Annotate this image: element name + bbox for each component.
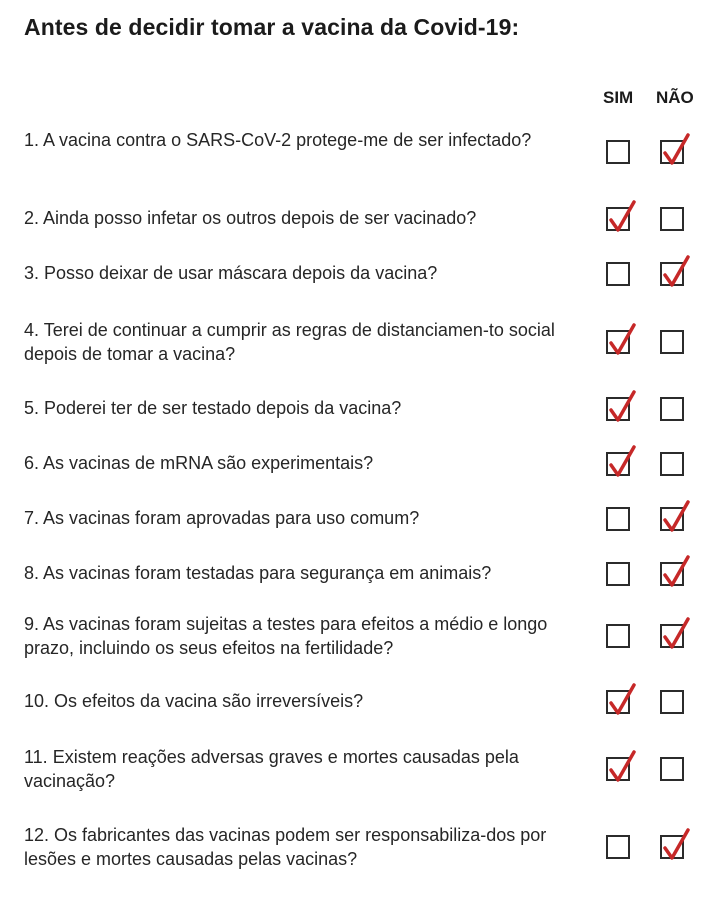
checkbox-sim[interactable] bbox=[606, 397, 630, 421]
checkbox-sim[interactable] bbox=[606, 757, 630, 781]
checkbox-nao[interactable] bbox=[660, 452, 684, 476]
check-mark-icon bbox=[661, 828, 691, 862]
question-text: 2. Ainda posso infetar os outros depois de ser vacinado? bbox=[24, 208, 477, 228]
question-text: 3. Posso deixar de usar máscara depois da vacina? bbox=[24, 263, 438, 283]
checkbox-sim[interactable] bbox=[606, 330, 630, 354]
checkbox-nao[interactable] bbox=[660, 262, 684, 286]
question-text: 5. Poderei ter de ser testado depois da vacina? bbox=[24, 398, 402, 418]
checkbox-nao[interactable] bbox=[660, 140, 684, 164]
checkbox-sim[interactable] bbox=[606, 452, 630, 476]
checkbox-nao[interactable] bbox=[660, 690, 684, 714]
question-text: 11. Existem reações adversas graves e mortes causadas pela vacinação? bbox=[24, 747, 519, 791]
question-text: 9. As vacinas foram sujeitas a testes para efeitos a médio e longo prazo, incluindo os seus efeitos na fertilidade? bbox=[24, 614, 548, 658]
question-text: 4. Terei de continuar a cumprir as regras de distanciamen-to social depois de tomar a vacina? bbox=[24, 320, 555, 364]
checkbox-nao[interactable] bbox=[660, 835, 684, 859]
column-header-sim: SIM bbox=[603, 88, 634, 107]
checkbox-nao[interactable] bbox=[660, 397, 684, 421]
checkbox-sim[interactable] bbox=[606, 835, 630, 859]
column-header-nao: NÃO bbox=[656, 88, 694, 107]
check-mark-icon bbox=[607, 323, 637, 357]
checkbox-nao[interactable] bbox=[660, 507, 684, 531]
checkbox-sim[interactable] bbox=[606, 562, 630, 586]
question-text: 1. A vacina contra o SARS-CoV-2 protege-me de ser infectado? bbox=[24, 130, 532, 150]
checkbox-sim[interactable] bbox=[606, 690, 630, 714]
check-mark-icon bbox=[607, 390, 637, 424]
check-mark-icon bbox=[607, 750, 637, 784]
check-mark-icon bbox=[607, 445, 637, 479]
question-text: 10. Os efeitos da vacina são irreversíveis? bbox=[24, 691, 364, 711]
check-mark-icon bbox=[661, 617, 691, 651]
check-mark-icon bbox=[607, 683, 637, 717]
checkbox-sim[interactable] bbox=[606, 262, 630, 286]
form-title: Antes de decidir tomar a vacina da Covid-19: bbox=[24, 14, 520, 40]
checkbox-nao[interactable] bbox=[660, 207, 684, 231]
check-mark-icon bbox=[661, 133, 691, 167]
checkbox-nao[interactable] bbox=[660, 562, 684, 586]
checkbox-nao[interactable] bbox=[660, 757, 684, 781]
check-mark-icon bbox=[661, 255, 691, 289]
question-text: 7. As vacinas foram aprovadas para uso comum? bbox=[24, 508, 420, 528]
checkbox-nao[interactable] bbox=[660, 624, 684, 648]
check-mark-icon bbox=[607, 200, 637, 234]
question-text: 6. As vacinas de mRNA são experimentais? bbox=[24, 453, 374, 473]
question-text: 8. As vacinas foram testadas para segurança em animais? bbox=[24, 563, 492, 583]
checkbox-sim[interactable] bbox=[606, 140, 630, 164]
check-mark-icon bbox=[661, 555, 691, 589]
checkbox-sim[interactable] bbox=[606, 207, 630, 231]
checkbox-sim[interactable] bbox=[606, 624, 630, 648]
check-mark-icon bbox=[661, 500, 691, 534]
checkbox-sim[interactable] bbox=[606, 507, 630, 531]
question-text: 12. Os fabricantes das vacinas podem ser responsabiliza-dos por lesões e mortes causadas pelas vacinas? bbox=[24, 825, 547, 869]
checkbox-nao[interactable] bbox=[660, 330, 684, 354]
